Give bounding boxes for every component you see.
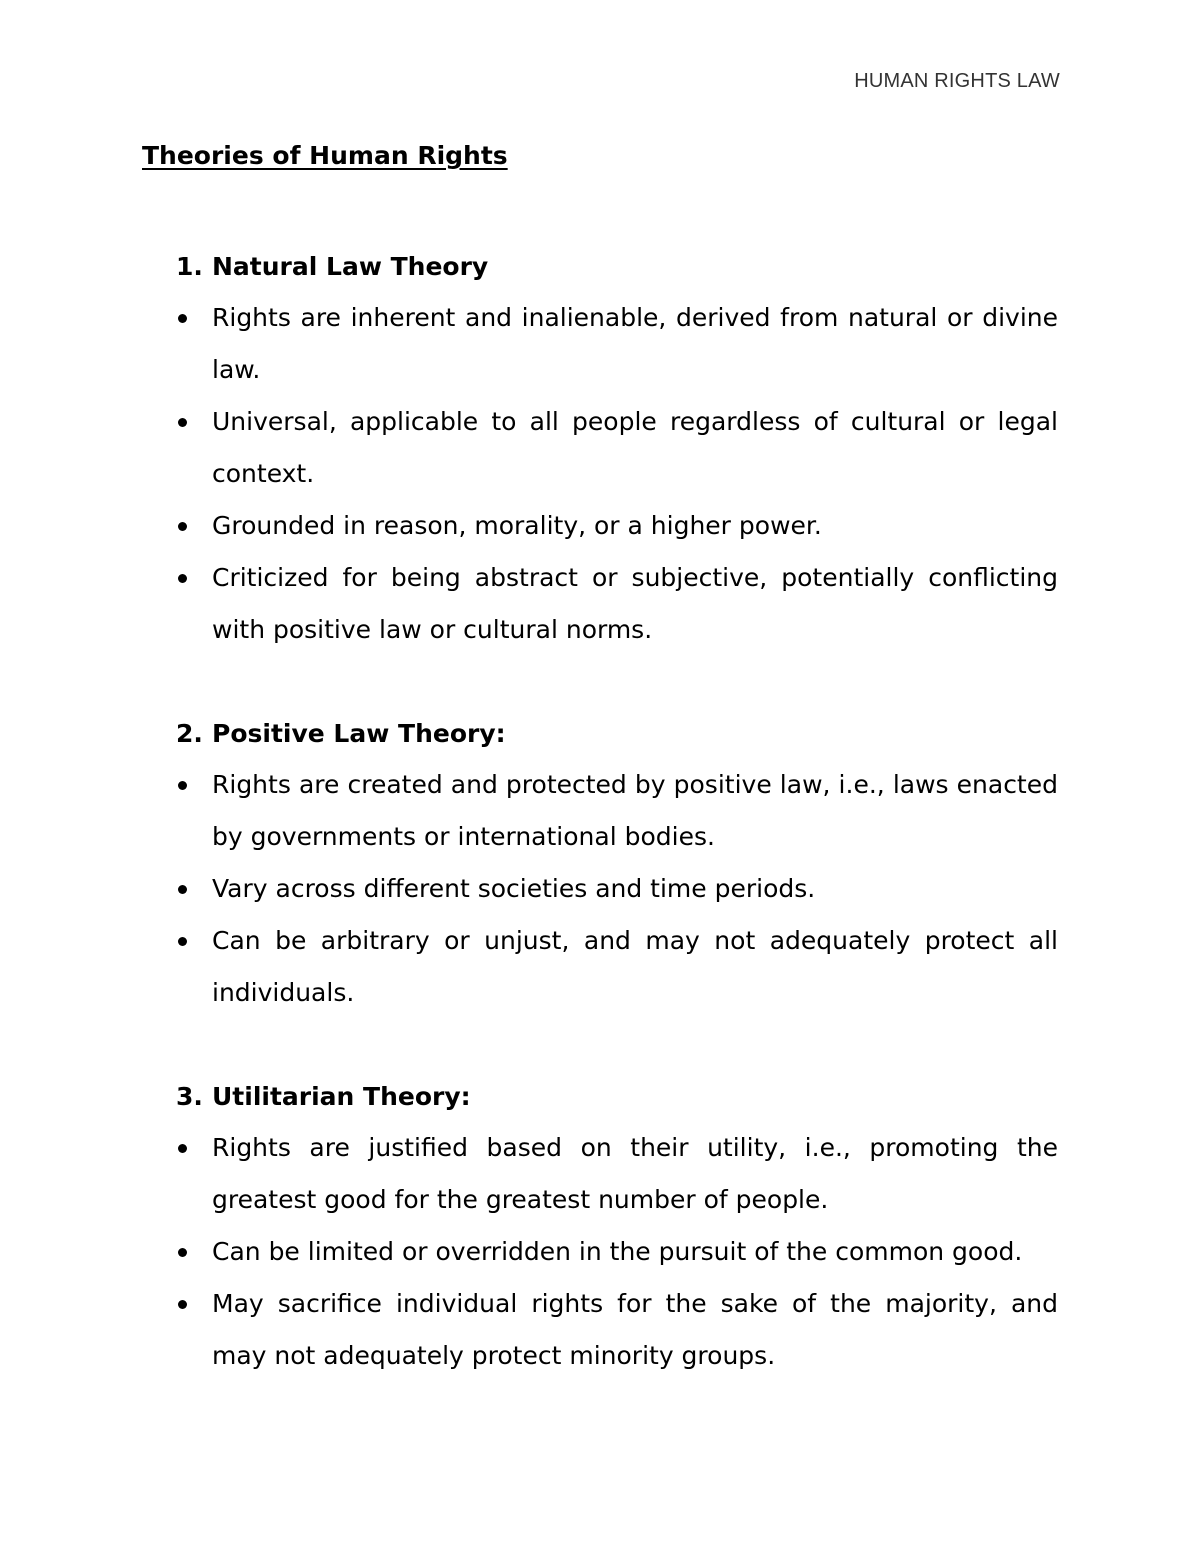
bullet-icon — [178, 418, 187, 427]
section-number: 2. — [176, 718, 203, 748]
bullet-list — [176, 1122, 1058, 1382]
list-item-text: Rights are inherent and inalienable, derived from natural or divine law. — [212, 303, 1058, 384]
list-item-text: Rights are justified based on their utility, i.e., promoting the greatest good for the greatest number of people. — [212, 1133, 1058, 1214]
bullet-icon — [178, 937, 187, 946]
list-item-text: Can be limited or overridden in the pursuit of the common good. — [212, 1237, 1023, 1266]
bullet-icon — [178, 522, 187, 531]
list-item — [176, 759, 1058, 863]
list-item-text: Universal, applicable to all people regardless of cultural or legal context. — [212, 407, 1058, 488]
list-item — [176, 863, 1058, 915]
list-item — [176, 500, 1058, 552]
list-item-text: Rights are created and protected by positive law, i.e., laws enacted by governments or international bodies. — [212, 770, 1058, 851]
list-item-text: May sacrifice individual rights for the sake of the majority, and may not adequately protect minority groups. — [212, 1289, 1058, 1370]
page-title: Theories of Human Rights — [142, 141, 508, 170]
list-item-text: Vary across different societies and time periods. — [212, 874, 816, 903]
running-header: HUMAN RIGHTS LAW — [854, 70, 1060, 92]
bullet-icon — [178, 1248, 187, 1257]
list-item — [176, 1226, 1058, 1278]
sections-container — [176, 240, 1058, 1433]
section-heading — [176, 1070, 1058, 1122]
section-number: 1. — [176, 251, 203, 281]
list-item-text: Grounded in reason, morality, or a higher power. — [212, 511, 822, 540]
section-natural-law — [176, 240, 1058, 656]
bullet-list — [176, 292, 1058, 656]
bullet-icon — [178, 1144, 187, 1153]
list-item — [176, 915, 1058, 1019]
section-heading-text: Utilitarian Theory: — [212, 1081, 471, 1111]
bullet-icon — [178, 1300, 187, 1309]
list-item-text: Criticized for being abstract or subjective, potentially conflicting with positive law or cultural norms. — [212, 563, 1058, 644]
bullet-list — [176, 759, 1058, 1019]
list-item — [176, 292, 1058, 396]
section-heading — [176, 707, 1058, 759]
bullet-icon — [178, 885, 187, 894]
section-number: 3. — [176, 1081, 203, 1111]
list-item — [176, 396, 1058, 500]
list-item — [176, 552, 1058, 656]
list-item — [176, 1122, 1058, 1226]
section-heading-text: Natural Law Theory — [212, 251, 489, 281]
bullet-icon — [178, 314, 187, 323]
list-item-text: Can be arbitrary or unjust, and may not adequately protect all individuals. — [212, 926, 1058, 1007]
section-positive-law — [176, 707, 1058, 1019]
bullet-icon — [178, 574, 187, 583]
list-item — [176, 1278, 1058, 1382]
section-utilitarian — [176, 1070, 1058, 1382]
section-heading — [176, 240, 1058, 292]
section-heading-text: Positive Law Theory: — [212, 718, 506, 748]
bullet-icon — [178, 781, 187, 790]
